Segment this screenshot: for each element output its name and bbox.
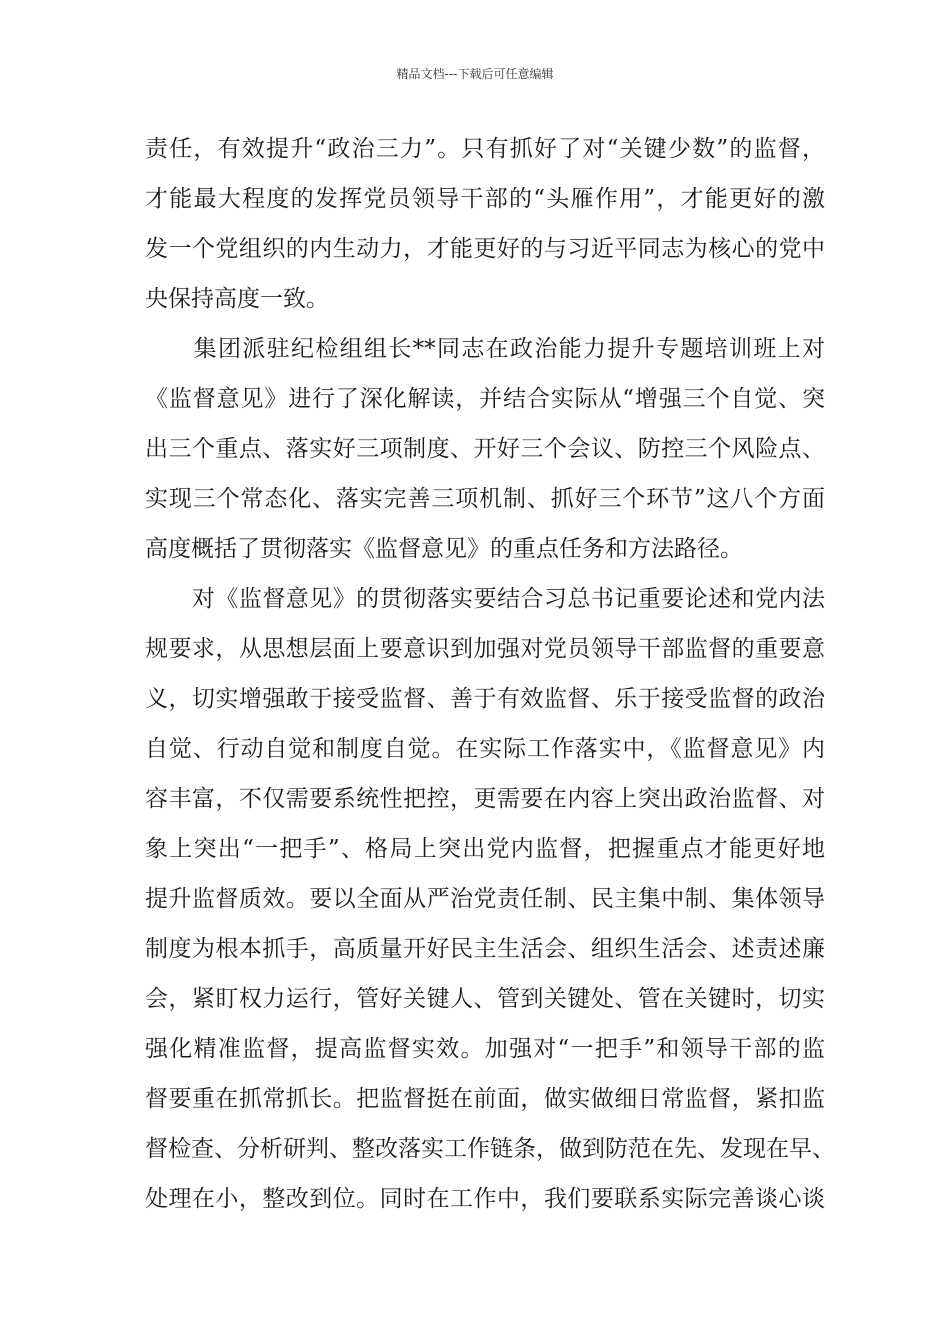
- text-line: 责任，有效提升“政治三力”。只有抓好了对“关键少数”的监督，: [145, 136, 825, 162]
- text-line: 央保持高度一致。: [145, 286, 329, 312]
- text-line: 发一个党组织的内生动力，才能更好的与习近平同志为核心的党中: [145, 236, 825, 262]
- document-body: [145, 124, 835, 1224]
- text-line: 对《监督意见》的贯彻落实要结合习总书记重要论述和党内法: [145, 586, 825, 612]
- text-line: 容丰富，不仅需要系统性把控，更需要在内容上突出政治监督、对: [145, 786, 825, 812]
- text-line: 督检查、分析研判、整改落实工作链条，做到防范在先、发现在早、: [145, 1136, 835, 1162]
- text-line: 制度为根本抓手，高质量开好民主生活会、组织生活会、述责述廉: [145, 936, 825, 962]
- text-line: 实现三个常态化、落实完善三项机制、抓好三个环节”这八个方面: [145, 486, 825, 512]
- text-line: 规要求，从思想层面上要意识到加强对党员领导干部监督的重要意: [145, 636, 825, 662]
- text-line: 象上突出“一把手”、格局上突出党内监督，把握重点才能更好地: [145, 836, 825, 862]
- text-line: 处理在小，整改到位。同时在工作中，我们要联系实际完善谈心谈: [145, 1186, 825, 1212]
- paragraph-3: [145, 574, 835, 1224]
- page-header: 精品文档---下载后可任意编辑: [396, 67, 554, 81]
- paragraph-2: [145, 324, 825, 574]
- text-line: 督要重在抓常抓长。把监督挺在前面，做实做细日常监督，紧扣监: [145, 1086, 825, 1112]
- text-line: 《监督意见》进行了深化解读，并结合实际从“增强三个自觉、突: [145, 386, 825, 412]
- text-line: 集团派驻纪检组组长**同志在政治能力提升专题培训班上对: [145, 336, 825, 362]
- paragraph-1: [145, 124, 825, 324]
- text-line: 自觉、行动自觉和制度自觉。在实际工作落实中，《监督意见》内: [145, 736, 825, 762]
- text-line: 强化精准监督，提高监督实效。加强对“一把手”和领导干部的监: [145, 1036, 825, 1062]
- text-line: 高度概括了贯彻落实《监督意见》的重点任务和方法路径。: [145, 536, 743, 562]
- text-line: 义，切实增强敢于接受监督、善于有效监督、乐于接受监督的政治: [145, 686, 825, 712]
- text-line: 会，紧盯权力运行，管好关键人、管到关键处、管在关键时，切实: [145, 986, 825, 1012]
- text-line: 提升监督质效。要以全面从严治党责任制、民主集中制、集体领导: [145, 886, 825, 912]
- text-line: 才能最大程度的发挥党员领导干部的“头雁作用”，才能更好的激: [145, 186, 825, 212]
- text-line: 出三个重点、落实好三项制度、开好三个会议、防控三个风险点、: [145, 436, 825, 462]
